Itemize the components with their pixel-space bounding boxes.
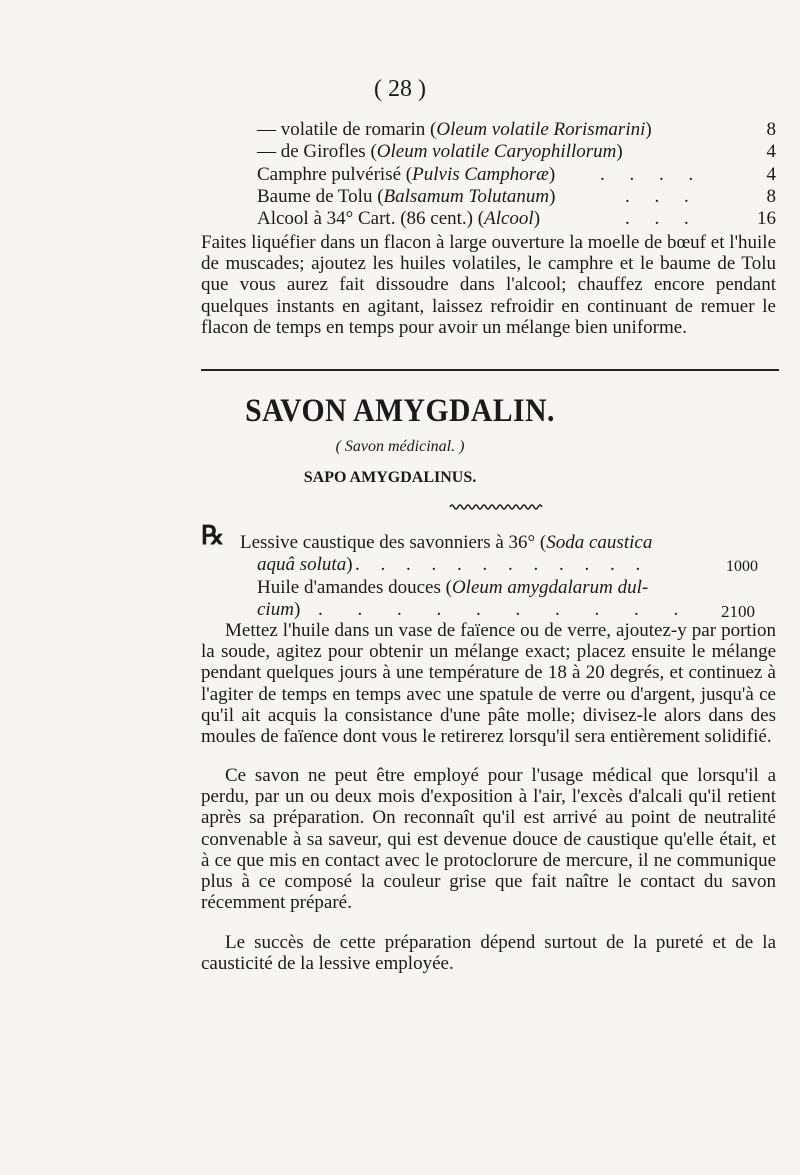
ingredient-suffix: ) xyxy=(293,599,301,620)
leader-dots: . . . xyxy=(625,186,699,207)
page-number: ( 28 ) xyxy=(374,76,426,102)
leader-dots: . . . xyxy=(625,208,699,229)
ingredient-name: — de Girofles ( xyxy=(257,141,377,162)
ingredient-suffix: ) xyxy=(549,186,556,207)
ingredient-latin: Oleum amygdalarum dul- xyxy=(451,577,649,598)
section-divider xyxy=(201,369,779,371)
ingredient-line xyxy=(240,532,652,554)
section-subtitle: ( Savon médicinal. ) xyxy=(335,438,465,455)
ingredient-latin: Soda caustica xyxy=(546,532,653,553)
ingredient-suffix: ) xyxy=(616,141,623,162)
ingredient-suffix: ) xyxy=(645,119,652,140)
body-paragraph: Le succès de cette préparation dépend surtout de la pureté et de la causticité de la lessive employée. xyxy=(201,932,776,975)
ingredient-name: Alcool à 34° Cart. (86 cent.) ( xyxy=(257,208,485,229)
leader-dots: . . . . . . . . . . xyxy=(318,599,694,620)
instructions-paragraph: Faites liquéfier dans un flacon à large ouverture la moelle de bœuf et l'huile de muscades; ajoutez les huiles volatiles, le camphre et le baume de Tolu que vous aurez fait dissoudre dans l'alcool; chauffez encore pendant quelques instants en agitant, laissez refroidir en continuant de remuer le flacon de temps en temps pour avoir un mélange bien uniforme. xyxy=(201,232,776,338)
ingredient-latin: Oleum volatile Caryophillorum xyxy=(376,141,617,162)
ingredient-line xyxy=(257,119,652,141)
ingredient-latin: Balsamum Tolutanum xyxy=(383,186,550,207)
body-paragraph: Ce savon ne peut être employé pour l'usage médical que lorsqu'il a perdu, par un ou deux mois d'exposition à l'air, l'excès d'alcali qu'il retient après sa préparation. On reconnaît qu'il est arrivé au point de neutralité convenable à sa saveur, qui est devenue douce de caustique qu'elle était, et à ce que mis en contact avec le protoclorure de mercure, il ne communique plus à ce composé la couleur grise que fait naître le contact du savon récemment préparé. xyxy=(201,765,776,914)
ornament-squiggle xyxy=(448,502,544,512)
ingredient-suffix: ) xyxy=(548,164,556,185)
ingredient-line xyxy=(257,141,623,163)
ingredient-qty: 4 xyxy=(766,141,776,162)
recipe-symbol: ℞ xyxy=(201,521,225,550)
ingredient-line xyxy=(257,164,555,186)
ingredient-line-continued xyxy=(257,599,300,621)
ingredient-latin: cium xyxy=(257,599,294,620)
ingredient-name: Baume de Tolu ( xyxy=(257,186,384,207)
ingredient-qty: 8 xyxy=(766,186,776,207)
ingredient-qty: 2100 xyxy=(721,602,755,621)
ingredient-qty: 16 xyxy=(757,208,776,229)
ingredient-name: Huile d'amandes douces ( xyxy=(257,577,452,598)
latin-name: SAPO AMYGDALINUS. xyxy=(303,469,477,486)
ingredient-line xyxy=(257,577,648,599)
ingredient-line xyxy=(257,186,555,208)
leader-dots: . . . . xyxy=(600,164,704,185)
ingredient-suffix: ) xyxy=(346,554,353,575)
ingredient-name: Lessive caustique des savonniers à 36° ( xyxy=(240,532,547,553)
body-paragraph: Mettez l'huile dans un vase de faïence ou de verre, ajoutez-y par portion la soude, agitez pour obtenir un mélange exact; placez ensuite le mélange pendant quelques jours à une température de 18 à 20 degrés, et continuez à l'agiter de temps en temps avec une spatule de verre ou d'argent, jusqu'à ce qu'il ait acquis la consistance d'une pâte molle; divisez-le alors dans des moules de faïence dont vous le retirerez lorsqu'il sera entièrement solidifié. xyxy=(201,620,776,748)
ingredient-latin: aquâ soluta xyxy=(257,554,347,575)
ingredient-qty: 4 xyxy=(766,164,776,185)
ingredient-line-continued xyxy=(257,554,353,576)
ingredient-qty: 1000 xyxy=(726,558,758,575)
ingredient-suffix: ) xyxy=(533,208,541,229)
ingredient-line xyxy=(257,208,540,230)
ingredient-latin: Alcool xyxy=(484,208,534,229)
section-title: SAVON AMYGDALIN. xyxy=(245,393,555,429)
ingredient-name: Camphre pulvérisé ( xyxy=(257,164,413,185)
leader-dots: . . . . . . . . . . . . xyxy=(355,554,649,575)
ingredient-latin: Pulvis Camphoræ xyxy=(412,164,549,185)
ingredient-latin: Oleum volatile Rorismarini xyxy=(436,119,646,140)
ingredient-name: — volatile de romarin ( xyxy=(257,119,437,140)
ingredient-qty: 8 xyxy=(766,119,776,140)
